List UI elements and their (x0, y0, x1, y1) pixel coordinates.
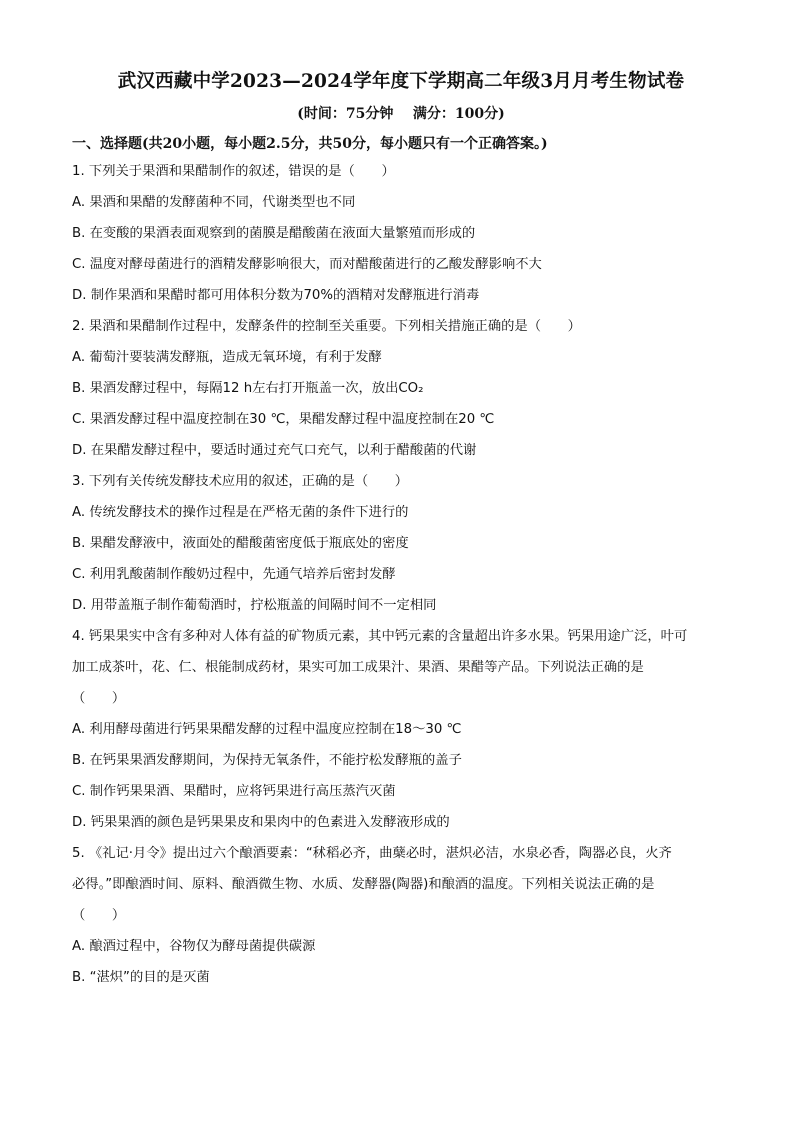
answer-option: C. 果酒发酵过程中温度控制在30 ℃，果醋发酵过程中温度控制在20 ℃ (72, 412, 495, 427)
question-4 (72, 621, 730, 838)
question-stem-line: 1. 下列关于果酒和果醋制作的叙述，错误的是（ ） (72, 164, 395, 179)
answer-option: A. 利用酵母菌进行钙果果醋发酵的过程中温度应控制在18～30 ℃ (72, 722, 462, 737)
question-stem-line: 3. 下列有关传统发酵技术应用的叙述，正确的是（ ） (72, 474, 409, 489)
exam-time-and-score: (时间：75分钟 满分：100分) (297, 106, 505, 122)
question-stem-line: 必得。”即酿酒时间、原料、酿酒微生物、水质、发酵器(陶器)和酿酒的温度。下列相关说法正确的是 (72, 877, 655, 892)
question-1 (72, 156, 730, 311)
question-stem-line: 4. 钙果果实中含有多种对人体有益的矿物质元素，其中钙元素的含量超出许多水果。钙果用途广泛，叶可 (72, 629, 688, 644)
answer-option: C. 利用乳酸菌制作酸奶过程中，先通气培养后密封发酵 (72, 567, 396, 582)
answer-option: B. “湛炽”的目的是灭菌 (72, 970, 210, 985)
question-stem-line: 5. 《礼记·月令》提出过六个酿酒要素：“秫稻必齐，曲蘖必时，湛炽必洁，水泉必香，陶器必良，火齐 (72, 846, 672, 861)
answer-option: A. 果酒和果醋的发酵菌种不同，代谢类型也不同 (72, 195, 356, 210)
question-5 (72, 838, 730, 993)
section-heading: 一、选择题(共20小题，每小题2.5分，共50分，每小题只有一个正确答案。) (72, 136, 548, 152)
answer-option: D. 制作果酒和果醋时都可用体积分数为70%的酒精对发酵瓶进行消毒 (72, 288, 480, 303)
answer-option: B. 在变酸的果酒表面观察到的菌膜是醋酸菌在液面大量繁殖而形成的 (72, 226, 476, 241)
question-3 (72, 466, 730, 621)
answer-option: B. 在钙果果酒发酵期间，为保持无氧条件，不能拧松发酵瓶的盖子 (72, 753, 462, 768)
answer-option: D. 钙果果酒的颜色是钙果果皮和果肉中的色素进入发酵液形成的 (72, 815, 450, 830)
question-stem-line: 加工成茶叶，花、仁、根能制成药材，果实可加工成果汁、果酒、果醋等产品。下列说法正确的是 (72, 660, 644, 675)
question-stem-line: （ ） (72, 908, 126, 923)
answer-option: A. 传统发酵技术的操作过程是在严格无菌的条件下进行的 (72, 505, 409, 520)
answer-option: D. 用带盖瓶子制作葡萄酒时，拧松瓶盖的间隔时间不一定相同 (72, 598, 437, 613)
answer-option: A. 葡萄汁要装满发酵瓶，造成无氧环境，有利于发酵 (72, 350, 382, 365)
question-stem-line: （ ） (72, 691, 126, 706)
question-stem-line: 2. 果酒和果醋制作过程中，发酵条件的控制至关重要。下列相关措施正确的是（ ） (72, 319, 581, 334)
answer-option: C. 制作钙果果酒、果醋时，应将钙果进行高压蒸汽灭菌 (72, 784, 396, 799)
answer-option: C. 温度对酵母菌进行的酒精发酵影响很大，而对醋酸菌进行的乙酸发酵影响不大 (72, 257, 542, 272)
answer-option: D. 在果醋发酵过程中，要适时通过充气口充气，以利于醋酸菌的代谢 (72, 443, 477, 458)
question-2 (72, 311, 730, 466)
answer-option: B. 果酒发酵过程中，每隔12 h左右打开瓶盖一次，放出CO₂ (72, 381, 424, 396)
question-list (72, 156, 730, 993)
answer-option: B. 果醋发酵液中，液面处的醋酸菌密度低于瓶底处的密度 (72, 536, 409, 551)
page-title: 武汉西藏中学2023—2024学年度下学期高二年级3月月考生物试卷 (117, 71, 685, 92)
answer-option: A. 酿酒过程中，谷物仅为酵母菌提供碳源 (72, 939, 316, 954)
